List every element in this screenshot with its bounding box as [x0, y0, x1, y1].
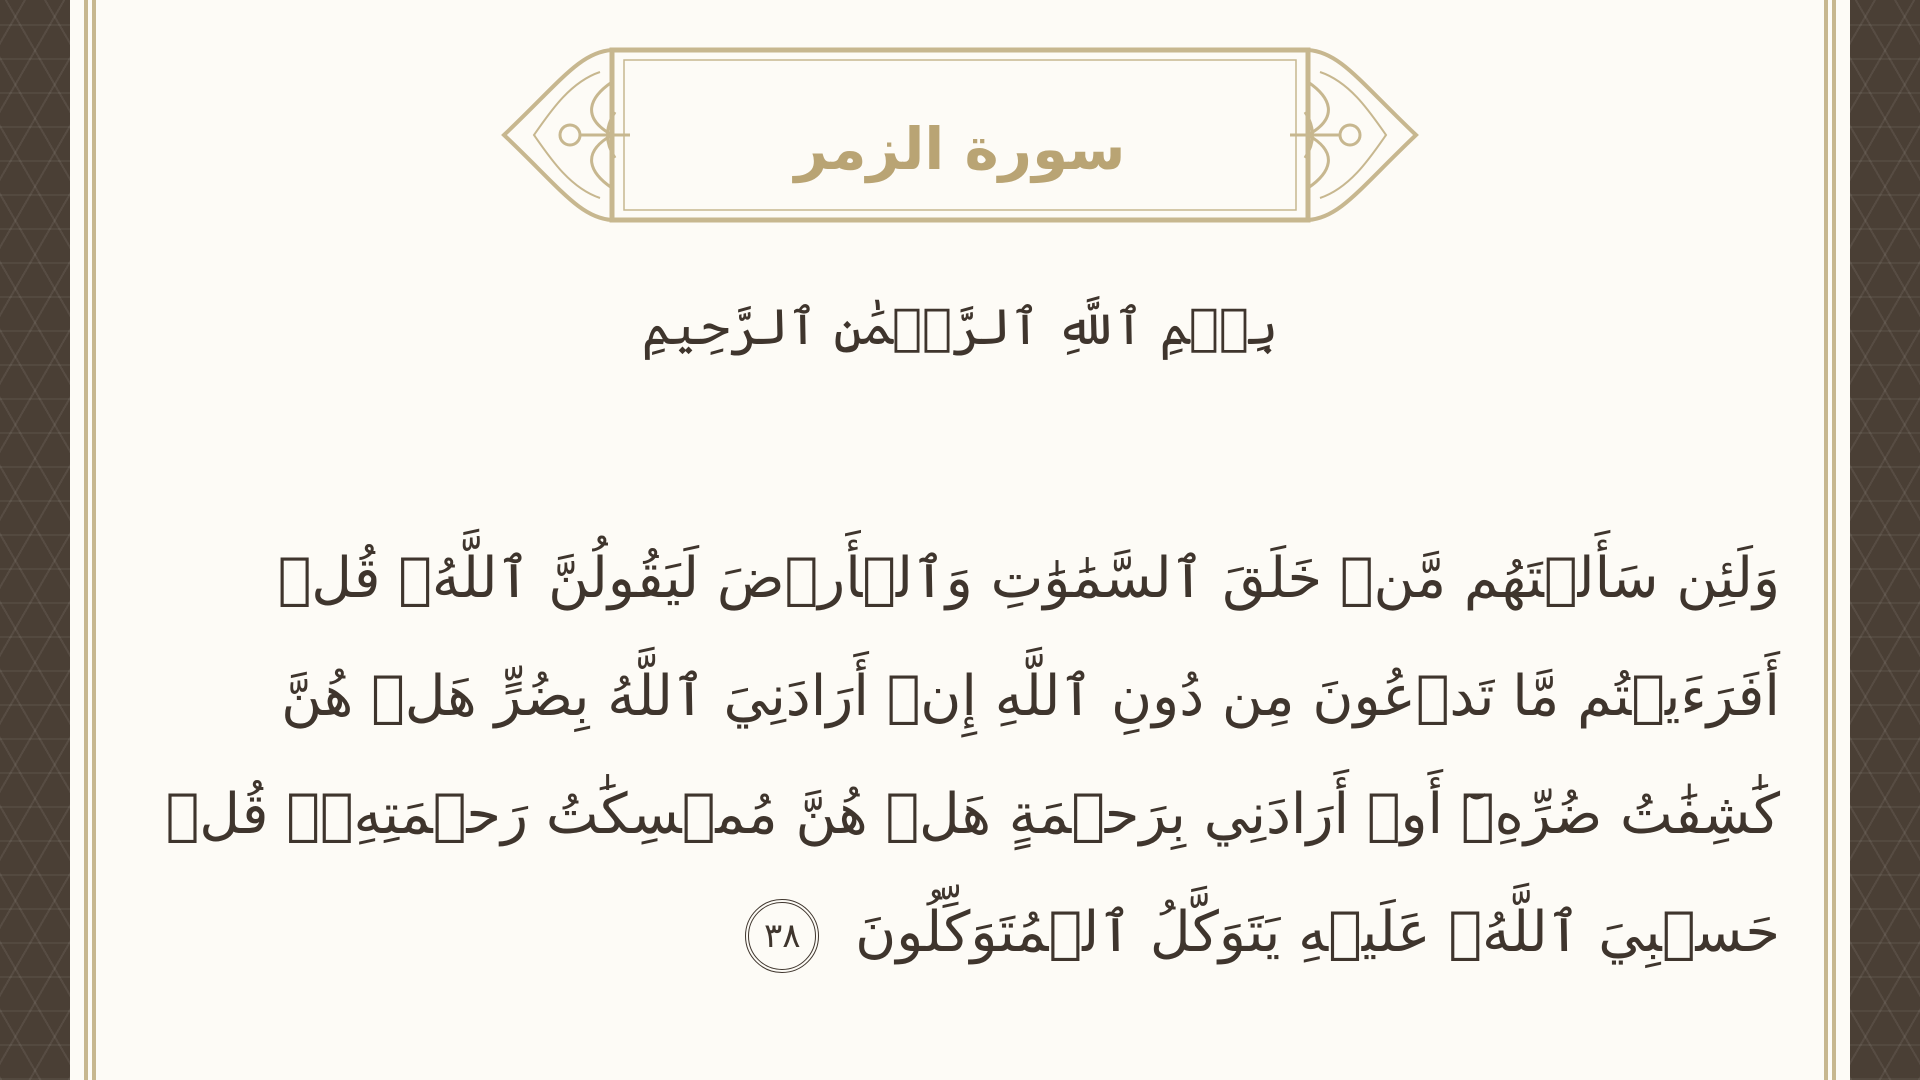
surah-title: سورة الزمر: [794, 115, 1126, 183]
ayah-number: ٣٨: [764, 915, 801, 956]
surah-header-frame: [500, 42, 1420, 228]
ayah-number-marker: [745, 899, 819, 973]
left-gold-edge: [84, 0, 96, 1080]
basmala: بِسۡمِ ٱللَّهِ ٱلرَّحۡمَٰنِ ٱلرَّحِيمِ: [641, 298, 1279, 356]
verse-block: [140, 520, 1780, 992]
right-ornamental-border: [1850, 0, 1920, 1080]
left-ornamental-border: [0, 0, 70, 1080]
verse-text: وَلَئِن سَأَلۡتَهُم مَّنۡ خَلَقَ ٱلسَّمَٰوَٰتِ وَٱلۡأَرۡضَ لَيَقُولُنَّ ٱللَّهُۚ قُلۡ أَفَرَءَيۡتُم مَّا تَدۡعُونَ مِن دُونِ ٱللَّهِ إِنۡ أَرَادَنِيَ ٱللَّهُ بِضُرٍّ هَلۡ هُنَّ كَٰشِفَٰتُ ضُرِّهِۦٓ أَوۡ أَرَادَنِي بِرَحۡمَةٍ هَلۡ هُنَّ مُمۡسِكَٰتُ رَحۡمَتِهِۦۚ قُلۡ حَسۡبِيَ ٱللَّهُۖ عَلَيۡهِ يَتَوَكَّلُ ٱلۡمُتَوَكِّلُونَ: [165, 546, 1780, 965]
right-gold-edge: [1824, 0, 1836, 1080]
